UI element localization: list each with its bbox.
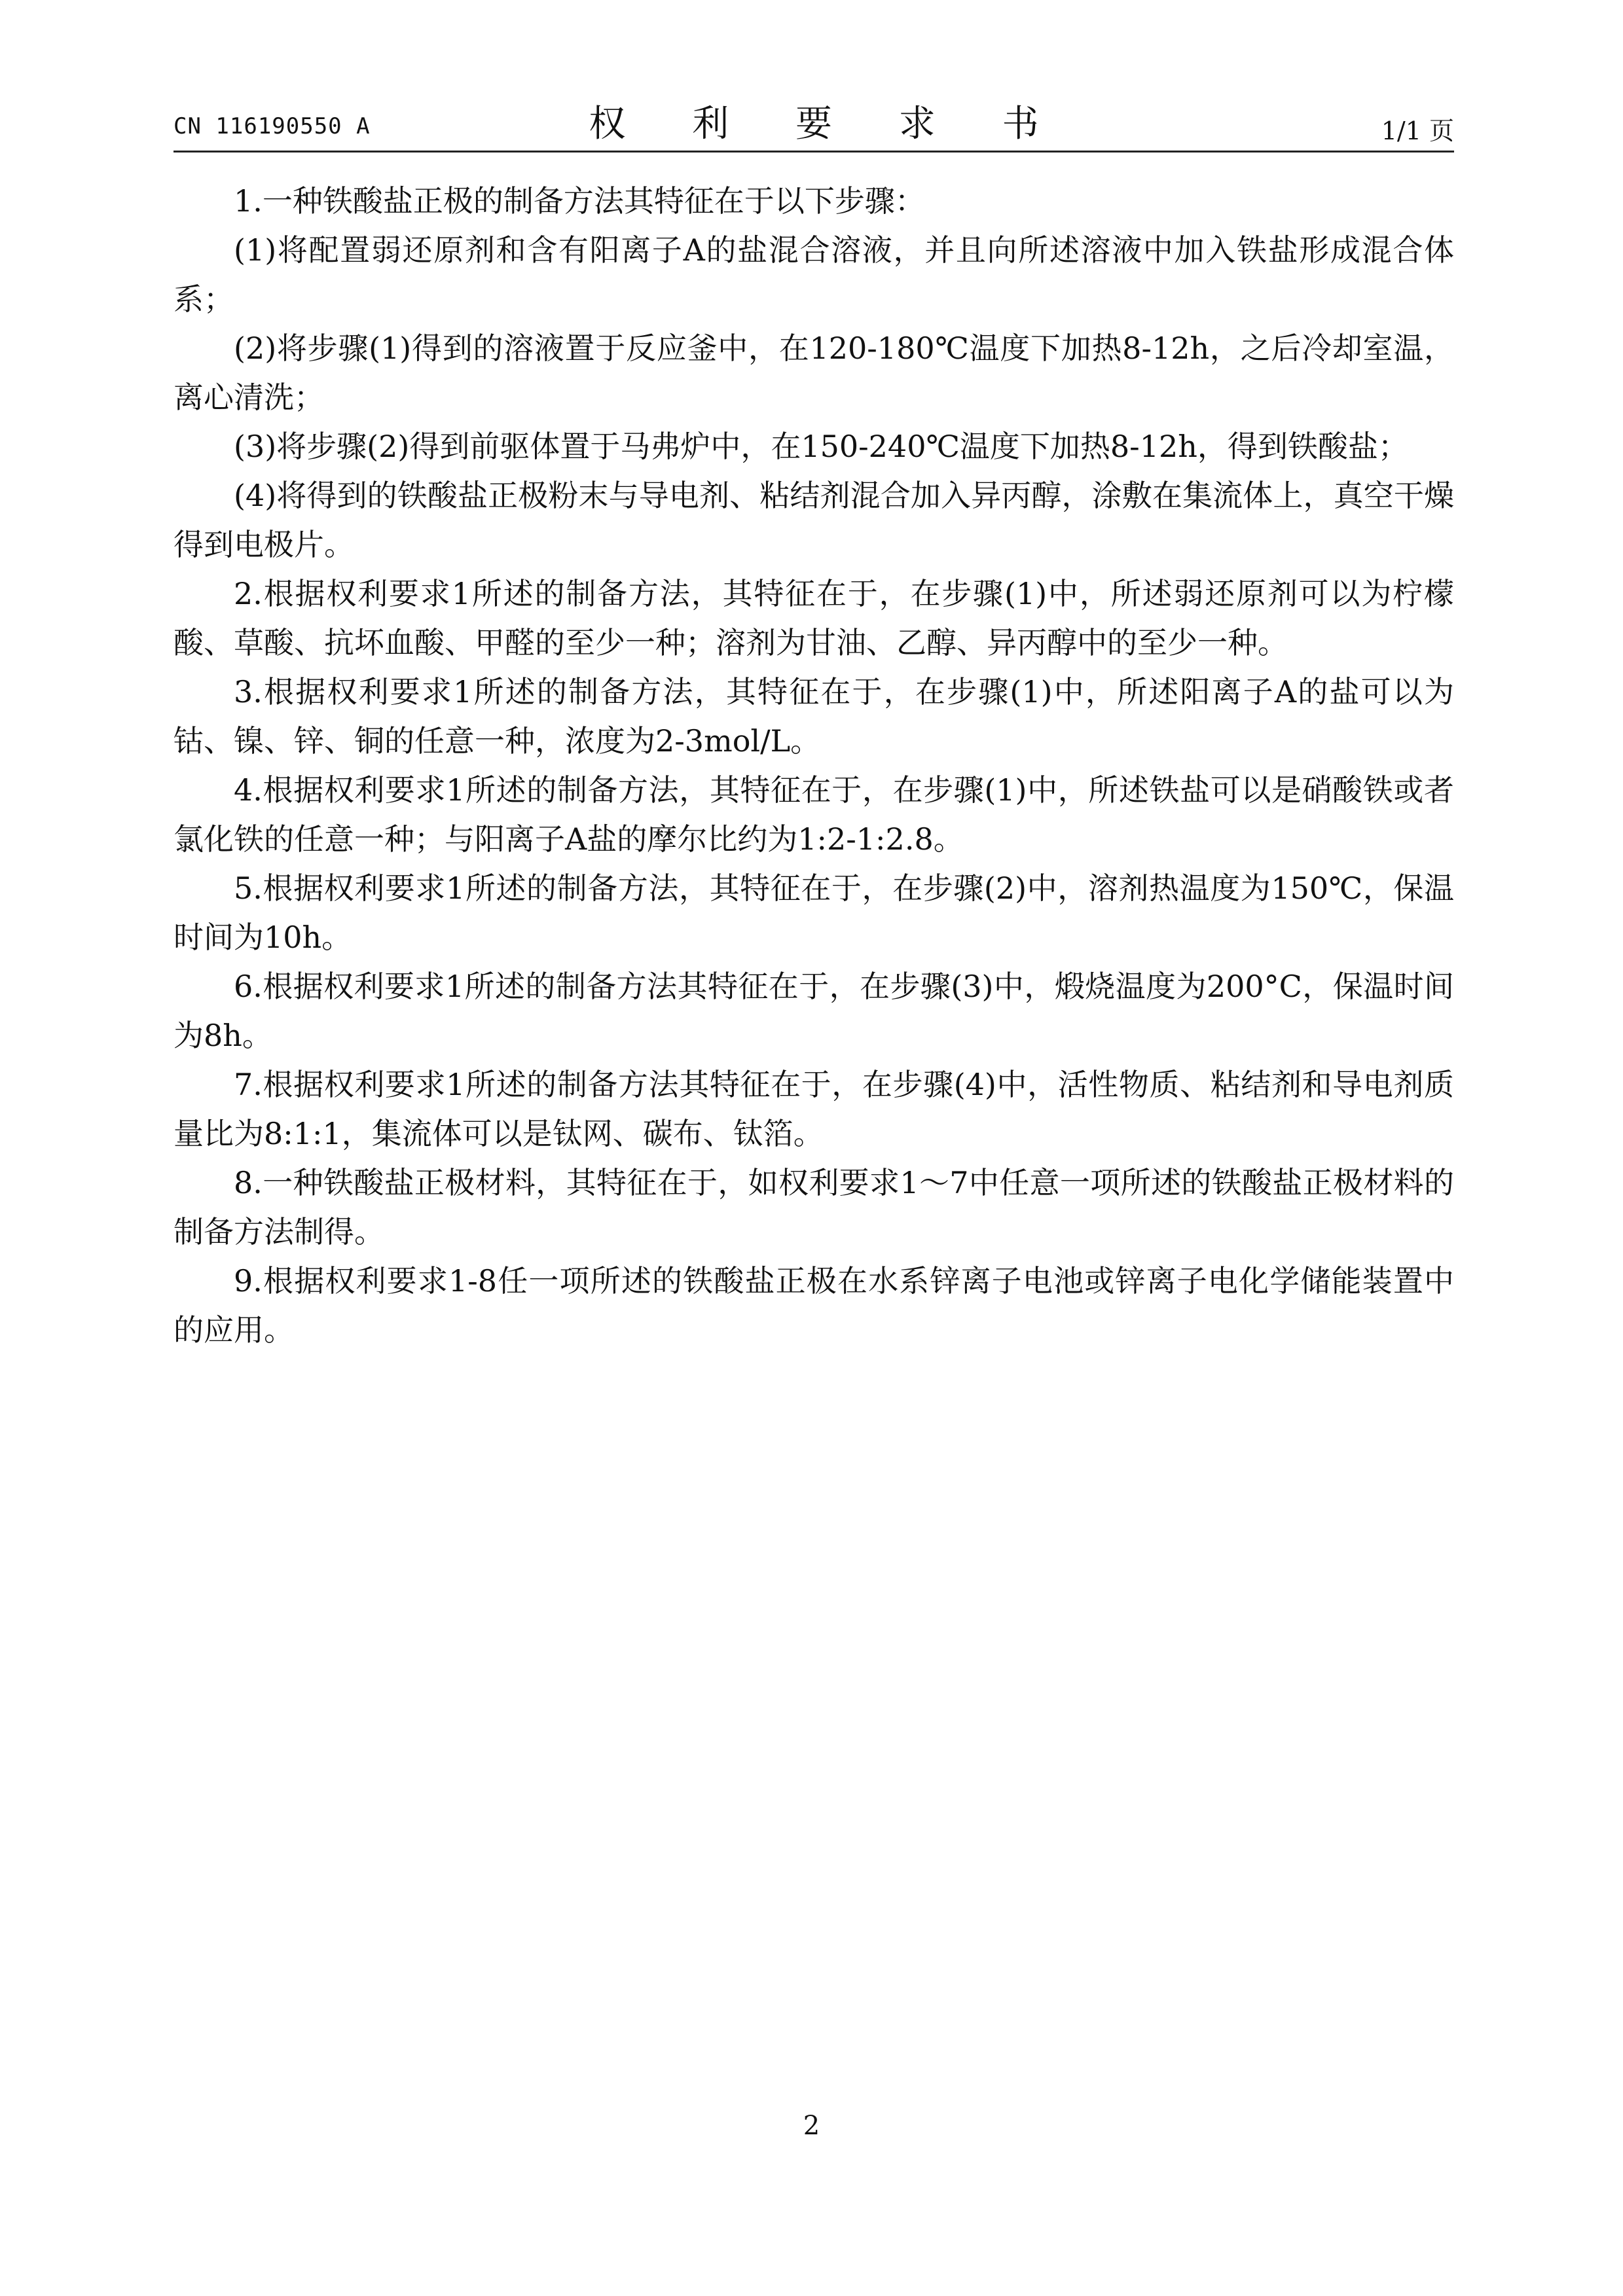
document-title: 权 利 要 求 书 [589, 103, 1067, 145]
claims-body [173, 177, 1454, 1355]
claim-4: 4.根据权利要求1所述的制备方法，其特征在于，在步骤(1)中，所述铁盐可以是硝酸铁或者氯化铁的任意一种；与阳离子A盐的摩尔比约为1:2-1:2.8。 [173, 772, 1454, 857]
claim-1-intro: 1.一种铁酸盐正极的制备方法其特征在于以下步骤： [234, 183, 925, 219]
claim-6: 6.根据权利要求1所述的制备方法其特征在于，在步骤(3)中，煅烧温度为200°C，保温时间为8h。 [173, 969, 1454, 1053]
claim-8: 8.一种铁酸盐正极材料，其特征在于，如权利要求1～7中任意一项所述的铁酸盐正极材料的制备方法制得。 [173, 1165, 1454, 1249]
page-header [173, 95, 1454, 147]
claim-1-step-3: (3)将步骤(2)得到前驱体置于马弗炉中，在150-240℃温度下加热8-12h，得到铁酸盐； [234, 429, 1408, 464]
claim-1-step-4: (4)将得到的铁酸盐正极粉末与导电剂、粘结剂混合加入异丙醇，涂敷在集流体上，真空干燥得到电极片。 [173, 478, 1454, 562]
claim-3: 3.根据权利要求1所述的制备方法，其特征在于，在步骤(1)中，所述阳离子A的盐可以为钴、镍、锌、铜的任意一种，浓度为2-3mol/L。 [173, 674, 1454, 759]
page-count: 1/1 页 [1381, 117, 1454, 145]
claim-1-step-2: (2)将步骤(1)得到的溶液置于反应釜中，在120-180℃温度下加热8-12h，之后冷却室温，离心清洗； [173, 331, 1454, 415]
claim-5: 5.根据权利要求1所述的制备方法，其特征在于，在步骤(2)中，溶剂热温度为150℃，保温时间为10h。 [173, 870, 1454, 955]
page-number: 2 [803, 2111, 820, 2141]
claim-2: 2.根据权利要求1所述的制备方法，其特征在于，在步骤(1)中，所述弱还原剂可以为柠檬酸、草酸、抗坏血酸、甲醛的至少一种；溶剂为甘油、乙醇、异丙醇中的至少一种。 [173, 576, 1454, 660]
claim-9: 9.根据权利要求1-8任一项所述的铁酸盐正极在水系锌离子电池或锌离子电化学储能装置中的应用。 [173, 1263, 1454, 1348]
publication-number: CN 116190550 A [173, 113, 371, 139]
claim-1-step-1: (1)将配置弱还原剂和含有阳离子A的盐混合溶液，并且向所述溶液中加入铁盐形成混合体系； [173, 232, 1454, 317]
claim-7: 7.根据权利要求1所述的制备方法其特征在于，在步骤(4)中，活性物质、粘结剂和导电剂质量比为8:1:1，集流体可以是钛网、碳布、钛箔。 [173, 1067, 1454, 1151]
header-divider [173, 151, 1454, 152]
